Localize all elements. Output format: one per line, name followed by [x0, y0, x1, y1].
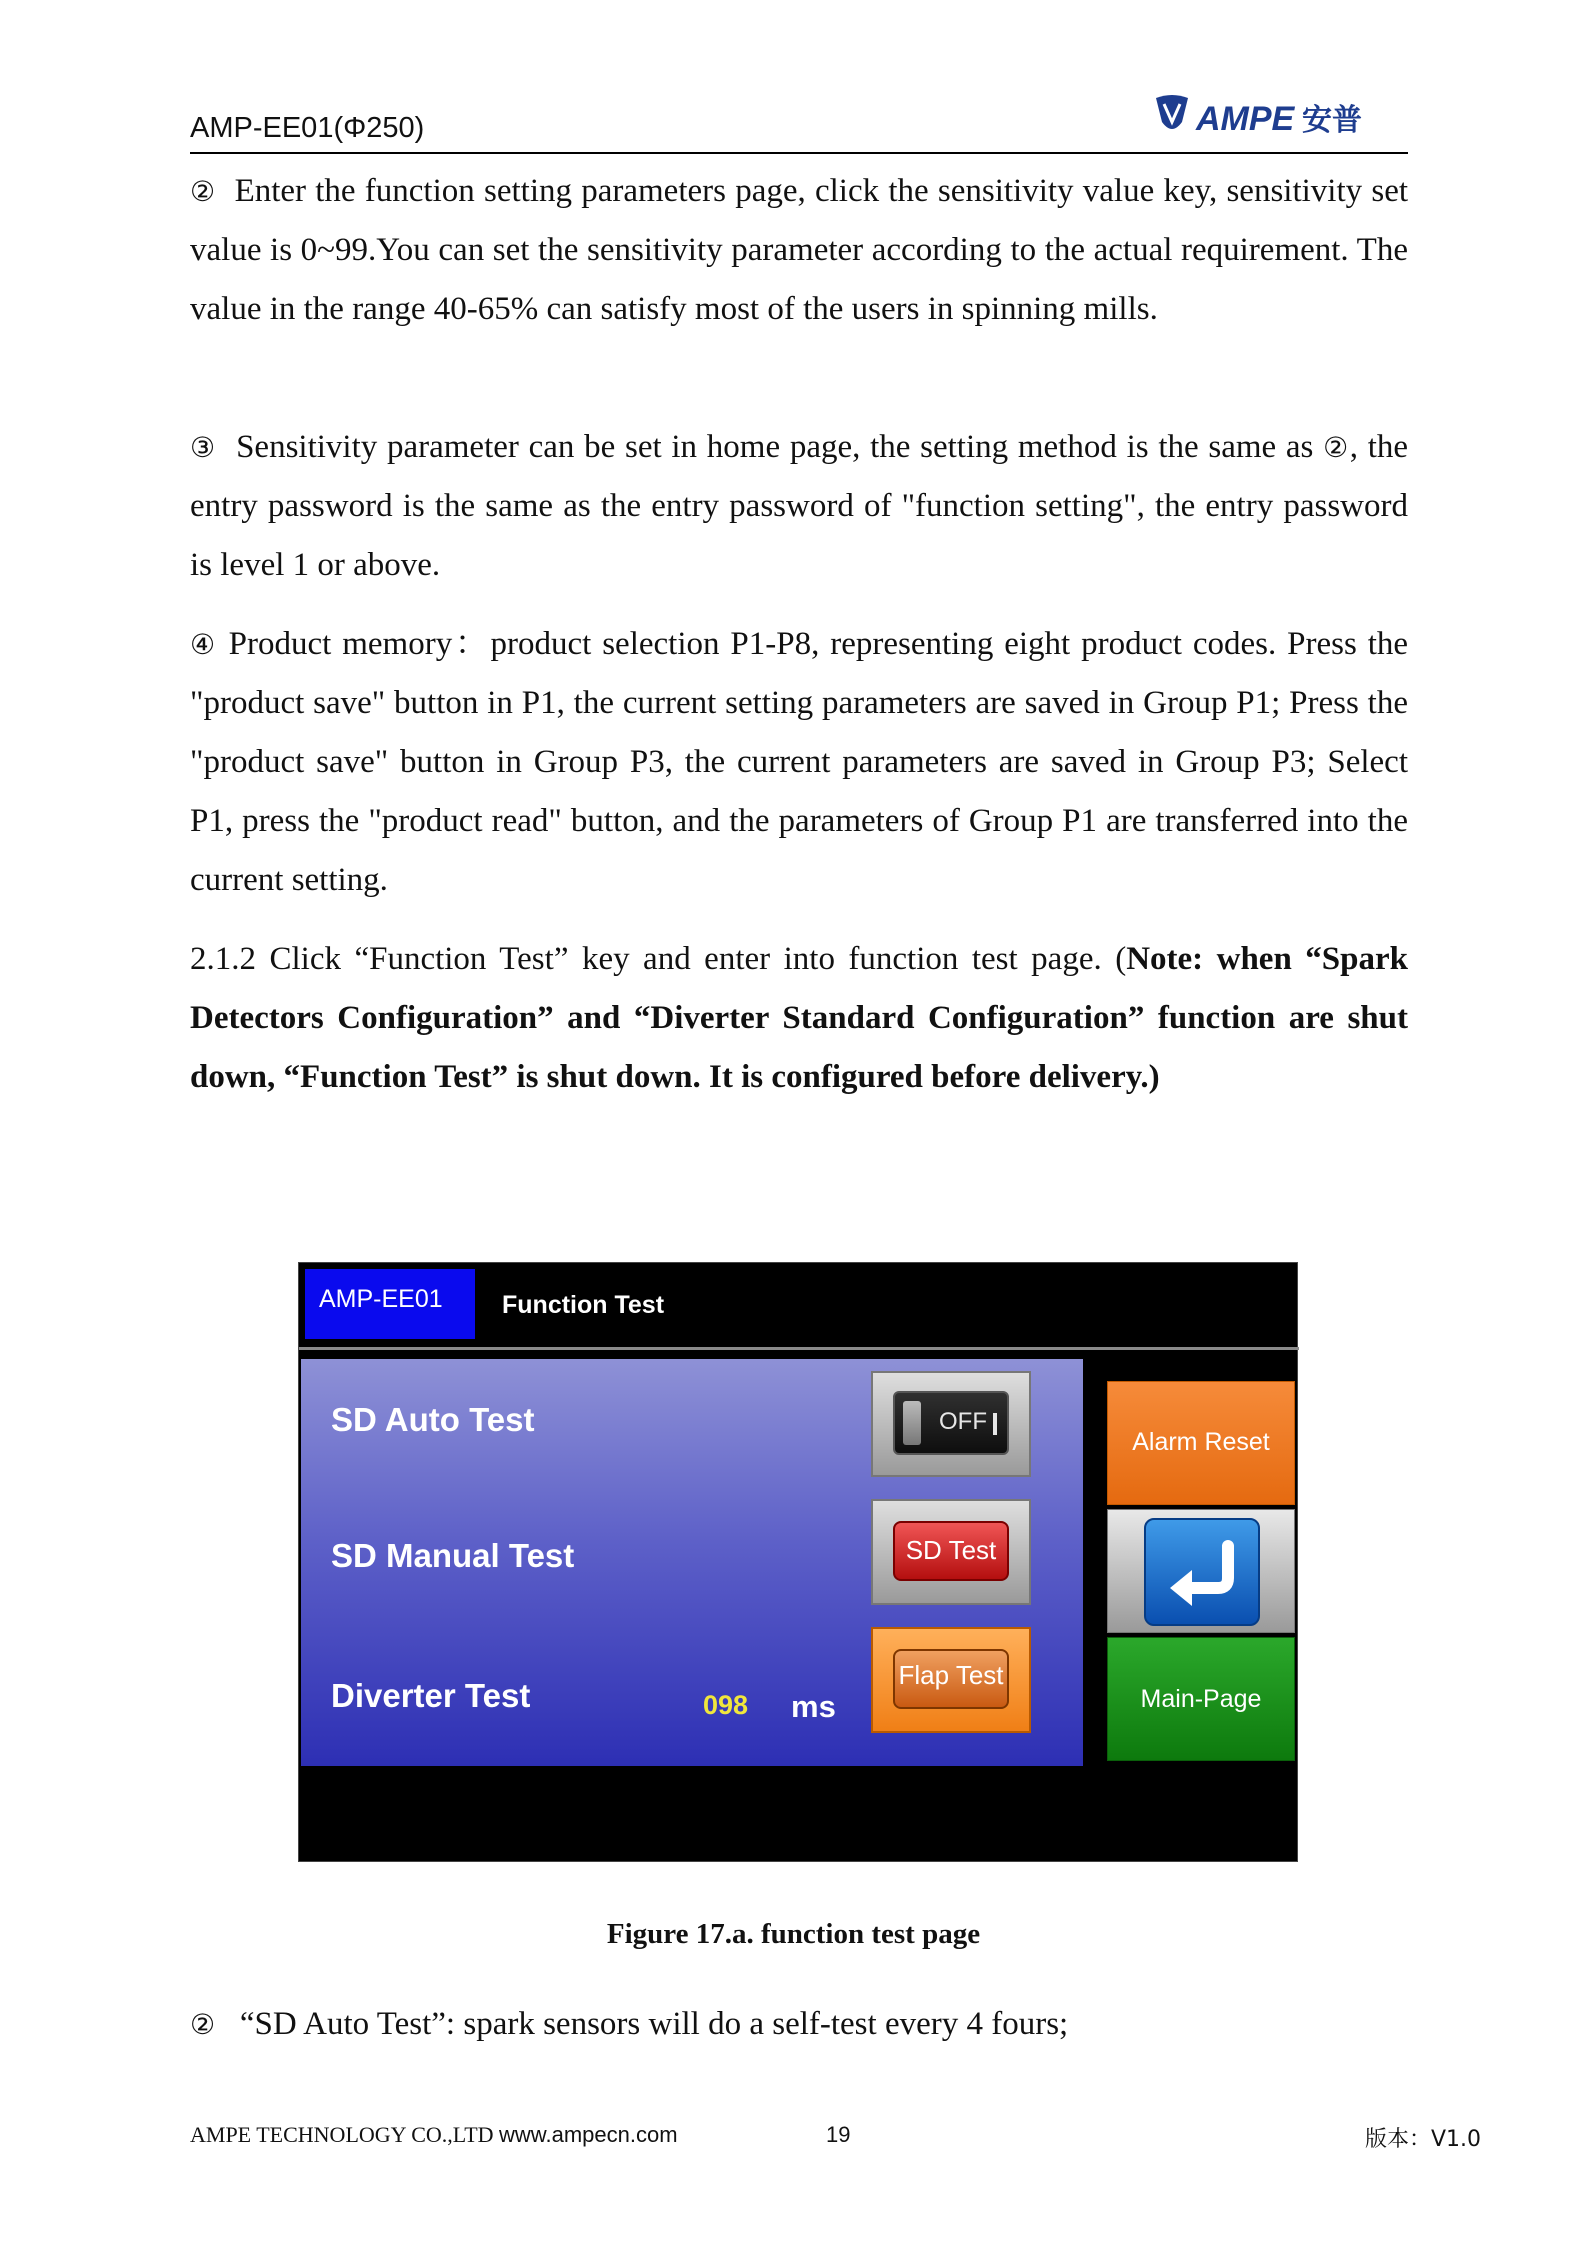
paragraph-function-test-intro	[190, 930, 1408, 1107]
item-marker: ②	[190, 2008, 216, 2041]
toggle-state: OFF	[939, 1408, 987, 1435]
item-marker: ④	[190, 628, 218, 661]
sd-auto-test-toggle[interactable]	[871, 1371, 1031, 1477]
test-panel	[301, 1359, 1083, 1766]
item-marker: ③	[190, 431, 217, 464]
alarm-reset-button[interactable]: Alarm Reset	[1107, 1381, 1295, 1505]
main-page-button[interactable]: Main-Page	[1107, 1637, 1295, 1761]
toggle-switch-icon	[893, 1391, 1009, 1455]
item-marker: ②	[190, 175, 217, 208]
flap-test-button[interactable]	[871, 1627, 1031, 1733]
item-reference: ②	[1323, 431, 1350, 464]
diverter-time-value[interactable]: 098	[703, 1690, 749, 1720]
function-test-screenshot	[298, 1262, 1298, 1862]
svg-text:AMPE: AMPE	[1196, 100, 1295, 138]
paragraph-text: Enter the function setting parameters page, click the sensitivity value key, sensitivity set value is 0~99.You can set the sensitivity parameter according to the actual requirement. The value in the range 40-65% can satisfy most of the users in spinning mills.	[190, 173, 1409, 327]
title-divider	[299, 1347, 1299, 1350]
paragraph-product-memory	[190, 615, 1408, 910]
sd-auto-test-label: SD Auto Test	[331, 1401, 535, 1438]
ampe-logo	[1152, 92, 1384, 142]
svg-text:安普: 安普	[1302, 103, 1362, 138]
figure-caption: Figure 17.a. function test page	[606, 1918, 981, 1950]
company-name: AMPE TECHNOLOGY CO.,LTD	[190, 2122, 494, 2147]
paragraph-text: , the entry password is the same as the entry password of "function setting", the entry password is level 1 or above.	[190, 429, 1409, 583]
flap-test-label: Flap Test	[893, 1649, 1009, 1709]
screen-title: Function Test	[502, 1291, 665, 1319]
header-rule	[190, 152, 1408, 154]
sd-test-label: SD Test	[893, 1521, 1009, 1581]
paragraph-note: Note: when “Spark Detectors Configuration” and “Diverter Standard Configuration” function are shut down, “Function Test” is shut down. It is configured before delivery.)	[190, 941, 1408, 1095]
back-button[interactable]	[1107, 1509, 1295, 1633]
paragraph-home-page-sensitivity	[190, 418, 1408, 595]
return-arrow-icon	[1144, 1518, 1260, 1626]
paragraph-sd-auto-test	[190, 1995, 1408, 2054]
paragraph-text: “SD Auto Test”: spark sensors will do a self-test every 4 fours;	[239, 2006, 1069, 2042]
document-version: 版本：V1.0	[1365, 2127, 1482, 2152]
paragraph-text: Product memory：product selection P1-P8, representing eight product codes. Press the "product save" button in P1, the current setting parameters are saved in Group P1; Press the "product save" button in Group P3, the current parameters are saved in Group P3; Select P1, press the "product read" button, and the parameters of Group P1 are transferred into the current setting.	[190, 626, 1409, 898]
paragraph-text: 2.1.2 Click “Function Test” key and enter into function test page. (	[190, 941, 1127, 977]
footer-company	[190, 2122, 678, 2148]
sd-test-button[interactable]	[871, 1499, 1031, 1605]
device-model-label: AMP-EE01	[305, 1269, 475, 1339]
diverter-time-unit: ms	[791, 1689, 836, 1724]
paragraph-text: Sensitivity parameter can be set in home page, the setting method is the same as	[236, 429, 1324, 465]
document-title: AMP-EE01(Φ250)	[190, 112, 425, 144]
toggle-indicator-icon	[993, 1413, 997, 1435]
paragraph-sensitivity-setting	[190, 162, 1408, 339]
diverter-test-label: Diverter Test	[331, 1677, 531, 1714]
sd-manual-test-label: SD Manual Test	[331, 1537, 575, 1574]
company-url: www.ampecn.com	[499, 2122, 678, 2147]
page-number: 19	[826, 2122, 851, 2147]
toggle-knob	[903, 1401, 921, 1445]
